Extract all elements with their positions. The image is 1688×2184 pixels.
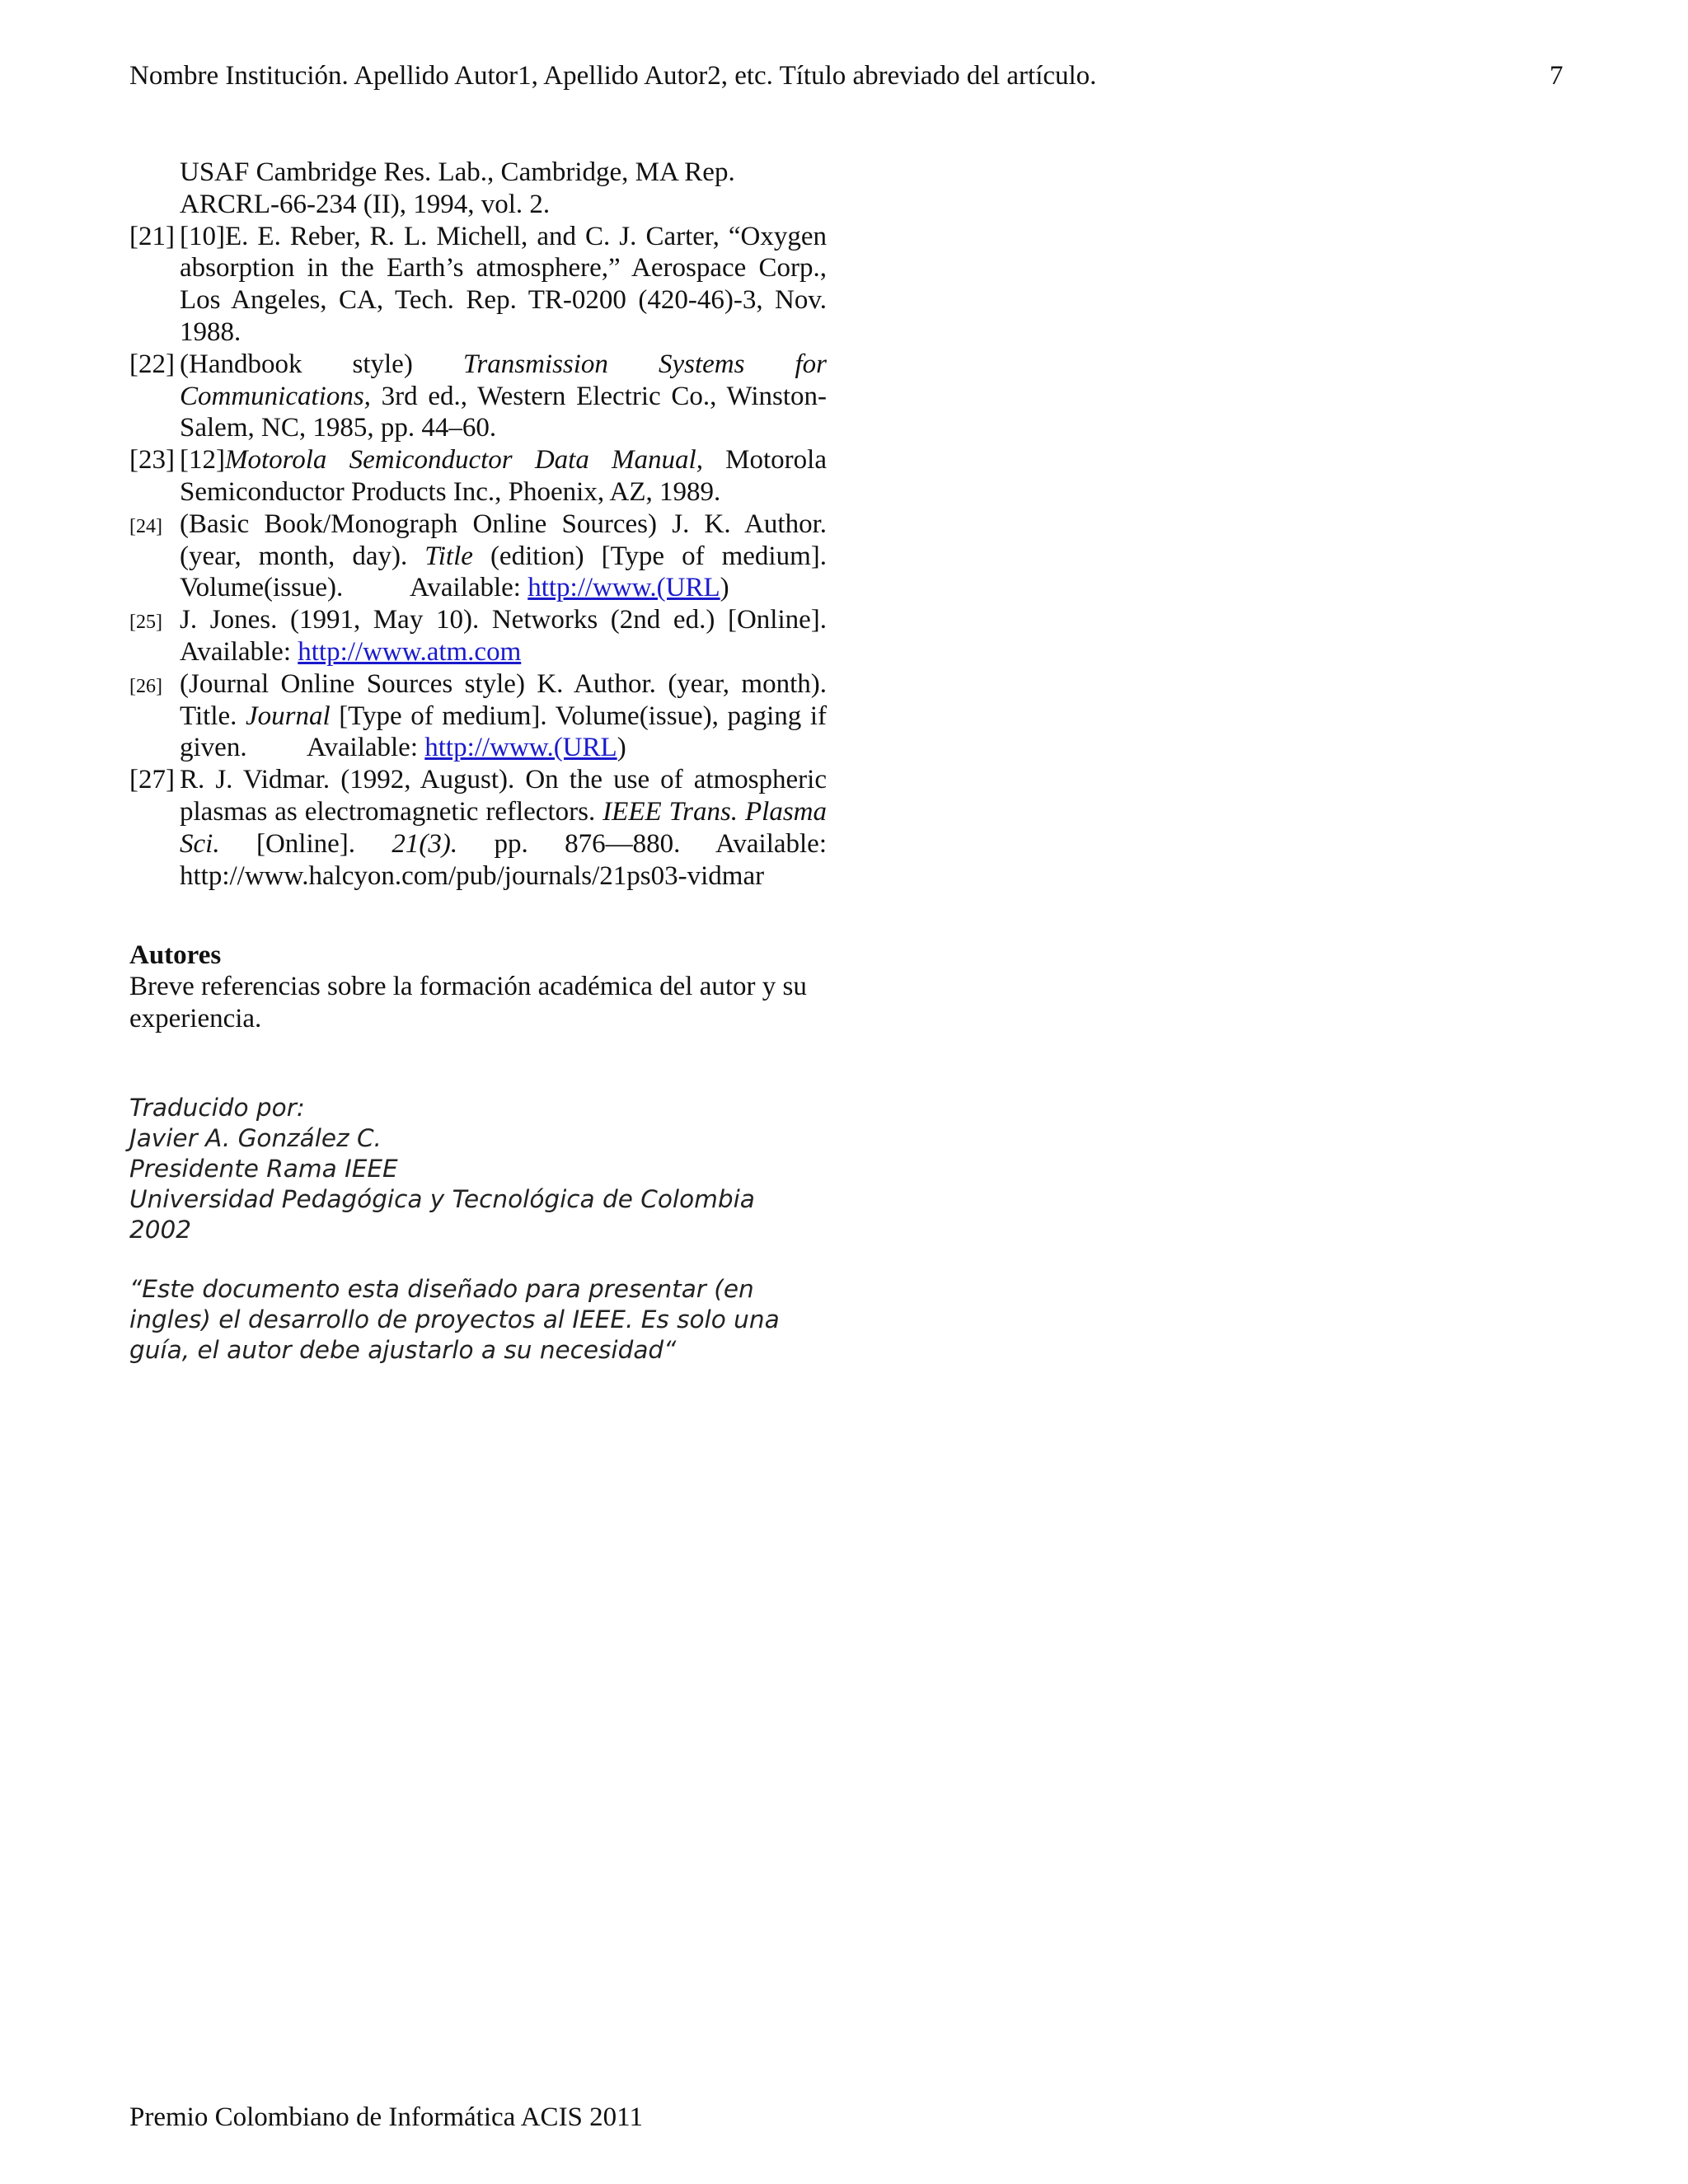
reference-text-part: [Type of medium]. Volume(issue), paging if given. Available: <box>180 701 834 763</box>
reference-volume-italic: 21(3). <box>392 828 458 859</box>
continuation-line-2: ARCRL-66-234 (II), 1994, vol. 2. <box>180 189 551 219</box>
reference-title-italic: Title <box>424 541 473 571</box>
reference-text-part: ) <box>720 573 729 603</box>
reference-number: [25] <box>129 612 162 634</box>
reference-21 <box>129 221 827 349</box>
reference-number: [27] <box>129 765 175 795</box>
reference-link[interactable]: http://www.(URL <box>424 733 617 763</box>
reference-22 <box>129 349 827 444</box>
reference-journal-italic: IEEE Trans. Plasma Sci. <box>180 796 828 859</box>
translation-line: 2002 <box>129 1215 192 1244</box>
reference-text-part: (edition) [Type of medium]. Volume(issue). Available: <box>180 541 833 603</box>
reference-text: [10]E. E. Reber, R. L. Michell, and C. J. Carter, “Oxygen absorption in the Earth’s atmosphere,” Aerospace Corp., Los Angeles, CA, Tech. Rep. TR-0200 (420-46)-3, Nov. 1988. <box>180 221 827 347</box>
reference-text-part: (Basic Book/Monograph Online Sources) J. K. Author. (year, month, day). <box>180 509 834 571</box>
translation-line: Javier A. González C. <box>129 1123 382 1152</box>
reference-text-part: Motorola Semiconductor Products Inc., Phoenix, AZ, 1989. <box>180 445 827 507</box>
page-footer: Premio Colombiano de Informática ACIS 2011 <box>129 2102 643 2132</box>
page-number: 7 <box>1550 61 1564 91</box>
reference-title-italic: Motorola Semiconductor Data Manual, <box>224 445 703 476</box>
reference-26 <box>129 668 834 764</box>
left-column <box>129 157 834 1366</box>
reference-title-italic: Transmission Systems for Communications, <box>180 349 827 411</box>
reference-journal-italic: Journal <box>245 701 331 731</box>
reference-text-part: ) <box>617 733 626 763</box>
reference-text-part: [Online]. <box>219 828 392 859</box>
reference-list <box>129 157 834 892</box>
authors-body: Breve referencias sobre la formación académica del autor y su experiencia. <box>129 972 807 1034</box>
authors-heading: Autores <box>129 940 222 971</box>
reference-text <box>180 349 827 444</box>
reference-27 <box>129 764 827 892</box>
reference-continuation <box>129 157 827 221</box>
reference-text-part: R. J. Vidmar. (1992, August). On the use of atmospheric plasmas as electromagnetic reflectors. <box>180 765 827 827</box>
running-header: Nombre Institución. Apellido Autor1, Apellido Autor2, etc. Título abreviado del artículo. <box>129 61 1097 91</box>
reference-text-part: 3rd ed., Western Electric Co., Winston-Salem, NC, 1985, pp. 44–60. <box>180 381 827 443</box>
reference-number: [22] <box>129 349 175 379</box>
reference-number: [21] <box>129 221 175 251</box>
continuation-line-1: USAF Cambridge Res. Lab., Cambridge, MA Rep. <box>180 157 735 187</box>
disclaimer-quote: “Este documento esta diseñado para presentar (en ingles) el desarrollo de proyectos al IEEE. Es solo una guía, el autor debe ajustarlo a su necesidad“ <box>129 1274 780 1364</box>
reference-text-part: pp. 876—880. Available: http://www.halcyon.com/pub/journals/21ps03-vidmar <box>180 828 827 891</box>
reference-number: [26] <box>129 675 162 697</box>
reference-text <box>180 668 834 764</box>
reference-25 <box>129 604 827 668</box>
reference-text-part: [12] <box>180 445 225 476</box>
reference-link[interactable]: http://www.(URL <box>528 573 720 603</box>
reference-text <box>180 444 827 509</box>
reference-text <box>180 604 827 668</box>
reference-23 <box>129 444 827 509</box>
reference-text-part: (Handbook style) <box>180 349 463 379</box>
translation-line: Traducido por: <box>129 1093 305 1122</box>
reference-text-part: J. Jones. (1991, May 10). Networks (2nd ed.) [Online]. Available: <box>180 605 827 667</box>
reference-number: [23] <box>129 445 175 476</box>
translation-line: Presidente Rama IEEE <box>129 1154 398 1183</box>
translation-line: Universidad Pedagógica y Tecnológica de Colombia <box>129 1184 755 1213</box>
reference-text <box>180 764 827 892</box>
reference-text-part: (Journal Online Sources style) K. Author. (year, month). Title. <box>180 668 833 731</box>
reference-24 <box>129 509 834 604</box>
translation-block <box>129 1093 827 1245</box>
reference-link[interactable]: http://www.atm.com <box>298 636 522 667</box>
reference-text <box>180 509 834 604</box>
reference-number: [24] <box>129 515 162 537</box>
